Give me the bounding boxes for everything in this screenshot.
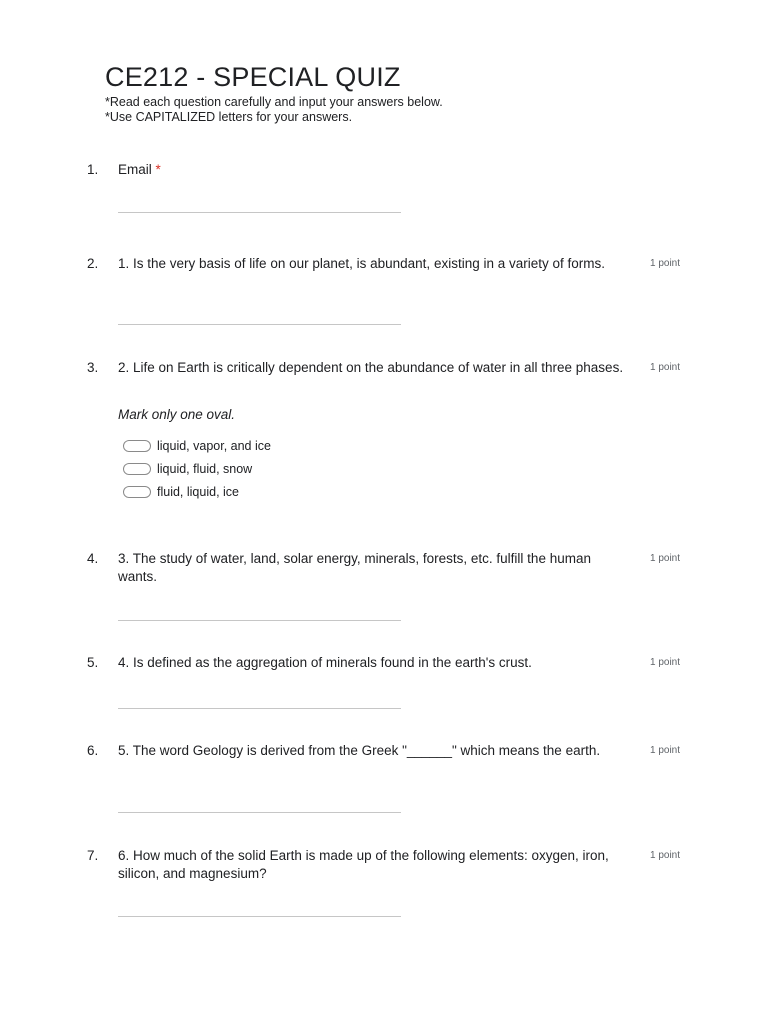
instruction-text: Mark only one oval.	[118, 407, 236, 422]
option-label: fluid, liquid, ice	[157, 485, 239, 499]
question-text: 2. Life on Earth is critically dependent on the abundance of water in all three phases.	[118, 360, 624, 375]
oval-radio-icon[interactable]	[123, 486, 151, 498]
answer-field[interactable]	[118, 324, 401, 325]
description-line: *Use CAPITALIZED letters for your answers.	[105, 109, 353, 124]
points-label: 1 point	[650, 553, 681, 564]
points-label: 1 point	[650, 258, 681, 269]
answer-field[interactable]	[118, 212, 401, 213]
question-number: 2.	[87, 256, 99, 271]
answer-field[interactable]	[118, 812, 401, 813]
question-number: 1.	[87, 162, 99, 177]
answer-field[interactable]	[118, 620, 401, 621]
oval-radio-icon[interactable]	[123, 463, 151, 475]
question-text: 5. The word Geology is derived from the Greek "______" which means the earth.	[118, 743, 601, 758]
form-description	[105, 95, 443, 124]
points-label: 1 point	[650, 850, 681, 861]
oval-radio-icon[interactable]	[123, 440, 151, 452]
form-title: CE212 - SPECIAL QUIZ	[105, 62, 401, 92]
points-label: 1 point	[650, 362, 681, 373]
question-number: 6.	[87, 743, 99, 758]
points-label: 1 point	[650, 745, 681, 756]
option-label: liquid, fluid, snow	[157, 462, 253, 476]
answer-field[interactable]	[118, 916, 401, 917]
points-label: 1 point	[650, 657, 681, 668]
question-text	[118, 161, 633, 179]
question-text: 6. How much of the solid Earth is made up of the following elements: oxygen, iron, silicon, and magnesium?	[118, 848, 609, 881]
question-text: 3. The study of water, land, solar energy, minerals, forests, etc. fulfill the human wants.	[118, 551, 591, 584]
radio-option[interactable]	[123, 438, 271, 454]
question-text: 1. Is the very basis of life on our planet, is abundant, existing in a variety of forms.	[118, 256, 606, 271]
required-asterisk: *	[155, 162, 161, 177]
radio-option[interactable]	[123, 461, 252, 477]
question-text: 4. Is defined as the aggregation of minerals found in the earth's crust.	[118, 655, 532, 670]
description-line: *Read each question carefully and input your answers below.	[105, 95, 443, 109]
option-label: liquid, vapor, and ice	[157, 439, 271, 453]
question-number: 5.	[87, 655, 99, 670]
question-number: 7.	[87, 848, 99, 863]
question-label: Email	[118, 162, 152, 177]
answer-field[interactable]	[118, 708, 401, 709]
question-number: 4.	[87, 551, 99, 566]
radio-option[interactable]	[123, 484, 239, 500]
question-number: 3.	[87, 360, 99, 375]
